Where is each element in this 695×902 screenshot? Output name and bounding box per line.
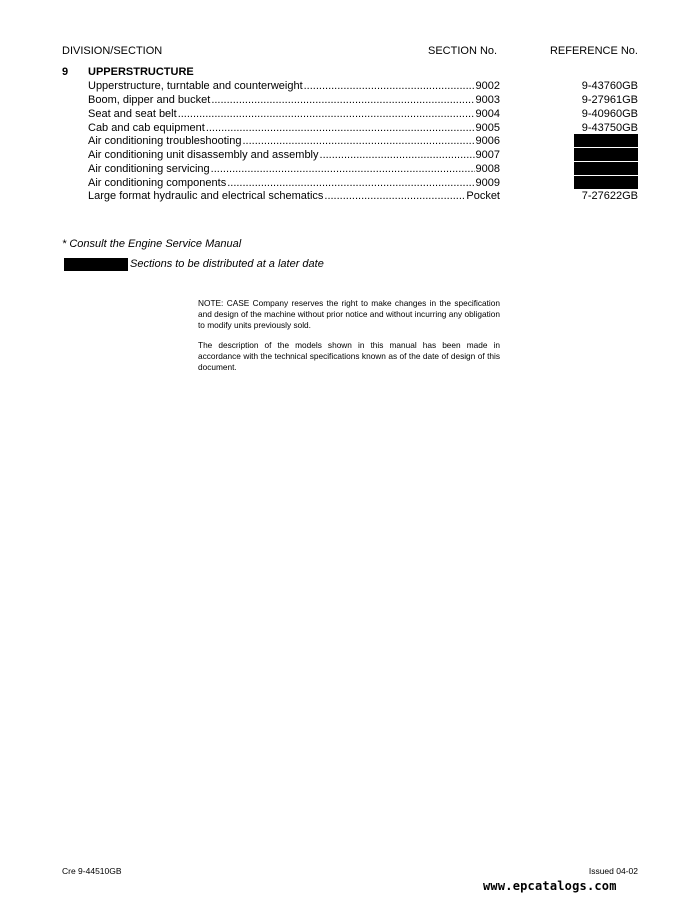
toc-row-reference: 9-43750GB	[581, 122, 638, 134]
toc-row-reference: 9-27961GB	[581, 94, 638, 106]
toc-row	[88, 134, 500, 148]
toc-row-title: Large format hydraulic and electrical schematics	[88, 190, 324, 202]
website-watermark: www.epcatalogs.com	[483, 879, 617, 893]
toc-row-section: 9008	[475, 163, 500, 175]
toc-row-section: 9009	[475, 177, 500, 189]
footer-doc-code: Cre 9-44510GB	[62, 866, 122, 876]
toc-row-section: 9005	[475, 122, 500, 134]
toc-row-section: Pocket	[466, 190, 500, 202]
header-section-no: SECTION No.	[428, 45, 498, 57]
legend-black-box	[64, 258, 128, 271]
redacted-reference-block	[574, 148, 638, 161]
toc-row-section: 9003	[475, 94, 500, 106]
description-paragraph: The description of the models shown in this manual has been made in accordance with the technical specifications known as of the date of design of this document.	[198, 340, 500, 373]
toc-row-title: Air conditioning servicing	[88, 163, 210, 175]
redacted-reference-block	[574, 176, 638, 189]
toc-row-title: Air conditioning unit disassembly and assembly	[88, 149, 319, 161]
toc-row	[88, 93, 500, 107]
toc-row-section: 9007	[475, 149, 500, 161]
toc-row-title: Air conditioning troubleshooting	[88, 135, 242, 147]
division-title: UPPERSTRUCTURE	[88, 66, 194, 78]
header-reference-no: REFERENCE No.	[549, 45, 638, 57]
disclaimer-paragraph: NOTE: CASE Company reserves the right to make changes in the specification and design of the machine without prior notice and without incurring any obligation to modify units previously sold.	[198, 298, 500, 331]
toc-row-reference: 9-43760GB	[581, 80, 638, 92]
toc-row	[88, 79, 500, 93]
toc-row-title: Cab and cab equipment	[88, 122, 205, 134]
toc-row-title: Seat and seat belt	[88, 108, 177, 120]
toc-row-title: Upperstructure, turntable and counterweight	[88, 80, 303, 92]
toc-row	[88, 189, 500, 203]
footer-issued: Issued 04-02	[588, 866, 638, 876]
toc-row	[88, 162, 500, 176]
toc-row-section: 9004	[475, 108, 500, 120]
redacted-reference-block	[574, 134, 638, 147]
toc-row	[88, 121, 500, 135]
redacted-reference-block	[574, 162, 638, 175]
legend-text: Sections to be distributed at a later date	[130, 258, 324, 270]
header-division-section: DIVISION/SECTION	[62, 45, 163, 57]
toc-row-section: 9006	[475, 135, 500, 147]
toc-row	[88, 148, 500, 162]
toc-row	[88, 176, 500, 190]
toc-row-reference: 7-27622GB	[581, 190, 638, 202]
engine-manual-note: * Consult the Engine Service Manual	[62, 238, 242, 250]
division-number: 9	[62, 66, 69, 78]
toc-row-section: 9002	[475, 80, 500, 92]
toc-row-reference: 9-40960GB	[581, 108, 638, 120]
toc-row-title: Air conditioning components	[88, 177, 227, 189]
toc-row-title: Boom, dipper and bucket	[88, 94, 211, 106]
toc-row	[88, 107, 500, 121]
